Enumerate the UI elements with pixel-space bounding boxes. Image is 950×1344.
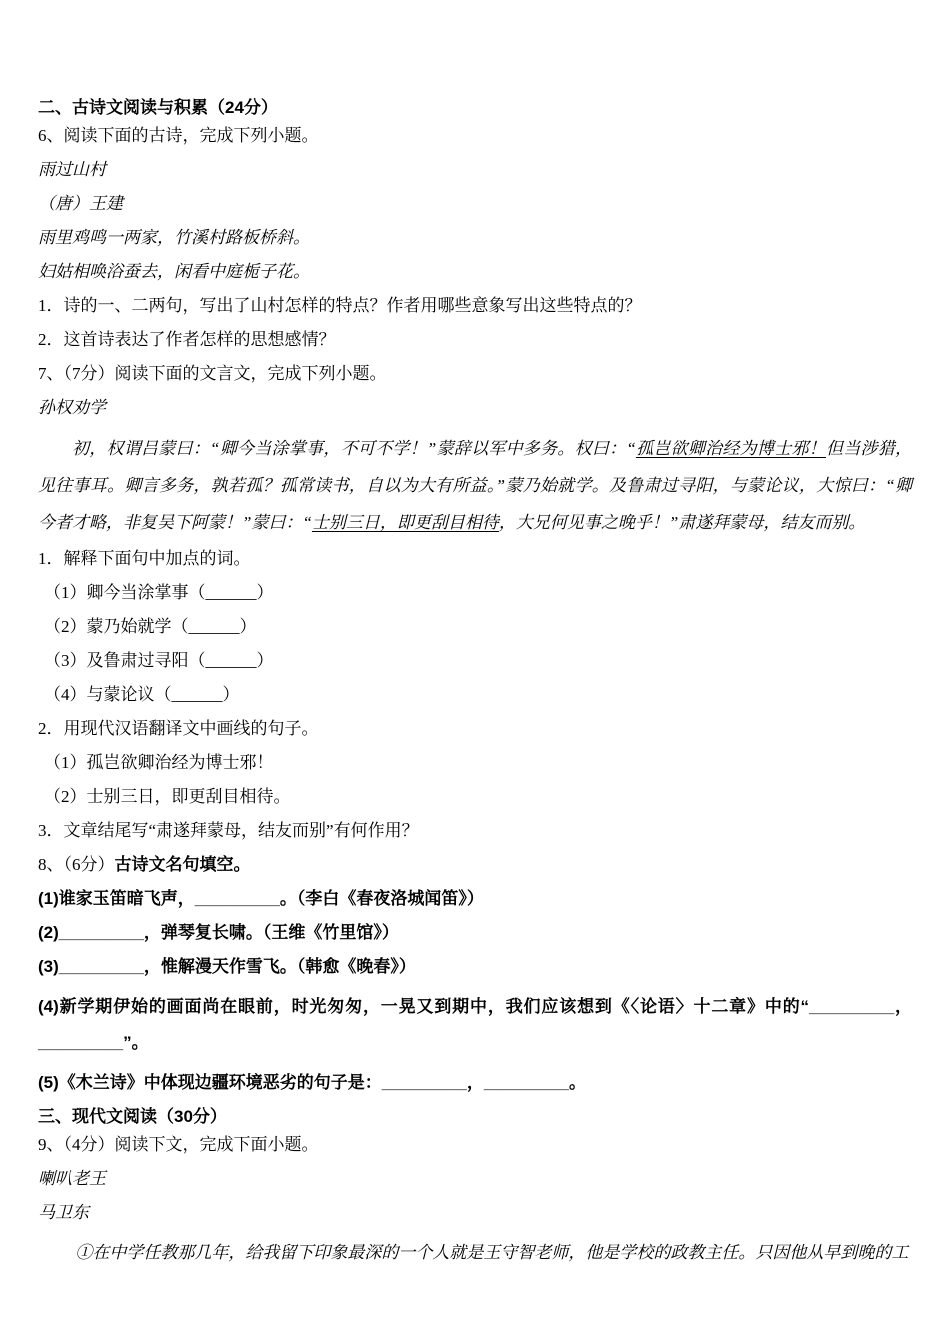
q7-sub1-item-2: （2）蒙乃始就学（______） (44, 617, 257, 636)
q7-sub2-item-1: （1）孤岂欲卿治经为博士邪！ (44, 753, 274, 772)
q6-intro: 6、阅读下面的古诗，完成下列小题。 (38, 126, 319, 145)
q7-intro: 7、（7分）阅读下面的文言文，完成下列小题。 (38, 364, 387, 383)
passage-segment: 初，权谓吕蒙曰：“卿今当涂掌事，不可不学！”蒙辞以军中多务。权曰：“ (72, 439, 636, 458)
q8-blank-item-1: (1)谁家玉笛暗飞声，_________。（李白《春夜洛城闻笛》） (38, 889, 484, 908)
passage-underlined-sentence-2: 士别三日，即更刮目相待 (311, 513, 499, 532)
q6-poem-author: （唐）王建 (38, 194, 123, 213)
section2-heading: 二、古诗文阅读与积累（24分） (38, 98, 278, 117)
q6-poem-line1: 雨里鸡鸣一两家，竹溪村路板桥斜。 (38, 228, 310, 247)
q8-blank-item-5: (5)《木兰诗》中体现边疆环境恶劣的句子是：_________，_________。 (38, 1073, 586, 1092)
q7-sub2-item-2: （2）士别三日，即更刮目相待。 (44, 787, 291, 806)
q6-poem-line2: 妇姑相唤浴蚕去，闲看中庭栀子花。 (38, 262, 310, 281)
q8-number: 8、（6分） (38, 855, 115, 874)
section3-heading: 三、现代文阅读（30分） (38, 1107, 227, 1126)
q7-passage (38, 430, 912, 541)
q6-poem-title: 雨过山村 (38, 160, 106, 179)
q7-passage-title: 孙权劝学 (38, 398, 106, 417)
q9-intro: 9、（4分）阅读下文，完成下面小题。 (38, 1135, 319, 1154)
q7-sub-question-1: 1．解释下面句中加点的词。 (38, 549, 251, 568)
q8-blank-item-4: (4)新学期伊始的画面尚在眼前，时光匆匆，一晃又到期中，我们应该想到《〈论语〉十二章》中的“_________，_________”。 (38, 997, 912, 1052)
q8-blank-item-2: (2)_________，弹琴复长啸。（王维《竹里馆》） (38, 923, 399, 942)
q6-sub-question-2: 2．这首诗表达了作者怎样的思想感情？ (38, 330, 336, 349)
passage-underlined-sentence-1: 孤岂欲卿治经为博士邪！ (635, 439, 826, 458)
q7-sub-question-3: 3．文章结尾写“肃遂拜蒙母，结友而别”有何作用？ (38, 821, 419, 840)
q8-blank-item-3: (3)_________，惟解漫天作雪飞。（韩愈《晚春》） (38, 957, 416, 976)
q9-essay-paragraph-1: ①在中学任教那几年，给我留下印象最深的一个人就是王守智老师，他是学校的政教主任。只因他从早到晚的工 (75, 1243, 909, 1262)
q7-sub1-item-3: （3）及鲁肃过寻阳（______） (44, 651, 274, 670)
q7-sub1-item-4: （4）与蒙论议（______） (44, 685, 240, 704)
q9-essay-author: 马卫东 (38, 1203, 89, 1222)
q8-intro (38, 853, 912, 877)
q6-sub-question-1: 1．诗的一、二两句，写出了山村怎样的特点？作者用哪些意象写出这些特点的？ (38, 296, 642, 315)
q7-sub-question-2: 2．用现代汉语翻译文中画线的句子。 (38, 719, 319, 738)
q7-sub1-item-1: （1）卿今当涂掌事（______） (44, 583, 274, 602)
q9-essay-title: 喇叭老王 (38, 1169, 106, 1188)
q8-title: 古诗文名句填空。 (114, 855, 251, 874)
passage-segment: ，大兄何见事之晚乎！”肃遂拜蒙母，结友而别。 (498, 513, 866, 532)
passage-segment: 但当涉猎，见往事耳。卿言多务，孰若孤？孤常读书，自以为大有所益。”蒙乃始就学。及鲁肃过寻阳，与蒙论议，大惊曰：“卿今者才略，非复吴下阿蒙！”蒙曰：“ (38, 439, 912, 532)
